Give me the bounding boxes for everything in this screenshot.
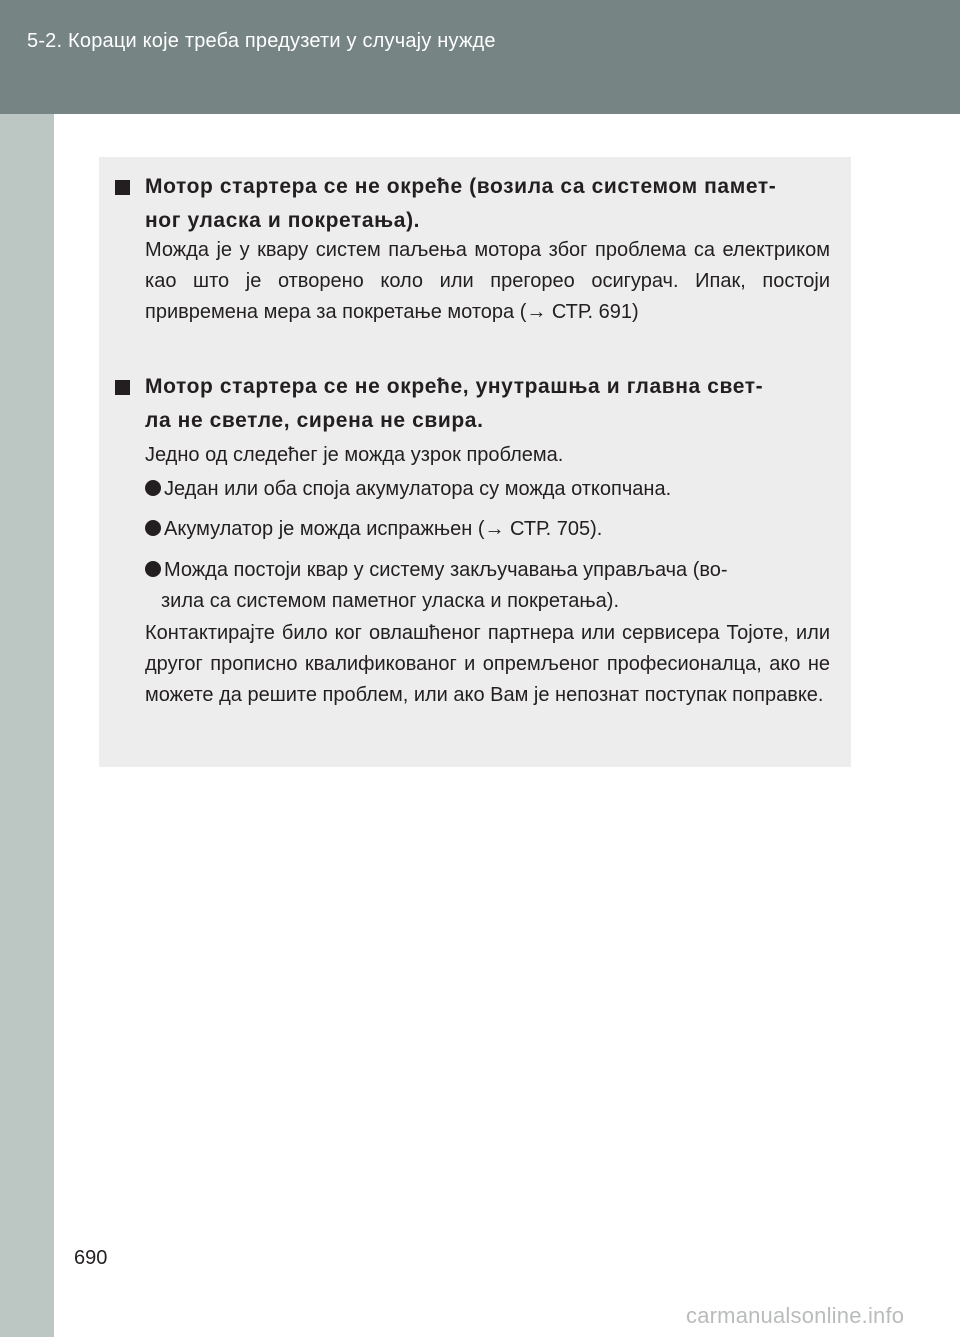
- bullet-dot-icon: [145, 480, 161, 496]
- bullet-text: Можда постоји квар у систему закључавања управљача (во-: [164, 559, 728, 581]
- bullet-item: [145, 514, 830, 545]
- bullet-text-continuation: зила са системом паметног уласка и покретања).: [161, 590, 620, 612]
- bullet-text: Један или оба споја акумулатора су можда откопчана.: [164, 478, 672, 500]
- page-number: 690: [74, 1247, 108, 1269]
- square-bullet-icon: [115, 180, 130, 195]
- bullet-item: [145, 555, 830, 617]
- section2-heading-line2: ла не светле, сирена не свира.: [145, 409, 484, 432]
- section2-closing: Контактирајте било ког овлашћеног партнера или сервисера Тојоте, или другог прописно квалификованог и опремљеног професионалца, ако не можете да решите проблем, или ако Вам је непознат поступак поправке.: [145, 622, 830, 706]
- header-band: [0, 0, 960, 114]
- section2-intro: Једно од следећег је можда узрок проблема.: [145, 444, 564, 466]
- section-title: 5-2. Кораци које треба предузети у случају нужде: [27, 30, 496, 52]
- watermark: carmanualsonline.info: [686, 1303, 905, 1328]
- section1-heading: [145, 170, 825, 238]
- side-thumb-strip: [0, 114, 54, 1337]
- bullet-item: [145, 474, 830, 505]
- square-bullet-icon: [115, 380, 130, 395]
- section2-heading-line1: Мотор стартера се не окреће, унутрашња и главна свет-: [145, 375, 764, 398]
- section1-heading-line2: ног уласка и покретања).: [145, 209, 421, 232]
- bullet-text: Акумулатор је можда испражњен (→ СТР. 705).: [164, 518, 603, 540]
- section1-heading-line1: Мотор стартера се не окреће (возила са системом памет-: [145, 175, 777, 198]
- section1-paragraph: Можда је у квару систем паљења мотора због проблема са електриком као што је отворено коло или прегорео осигурач. Ипак, постоји привремена мера за покретање мотора (→ СТР. 691): [145, 239, 830, 323]
- section2-heading: [145, 370, 825, 438]
- bullet-dot-icon: [145, 561, 161, 577]
- bullet-dot-icon: [145, 520, 161, 536]
